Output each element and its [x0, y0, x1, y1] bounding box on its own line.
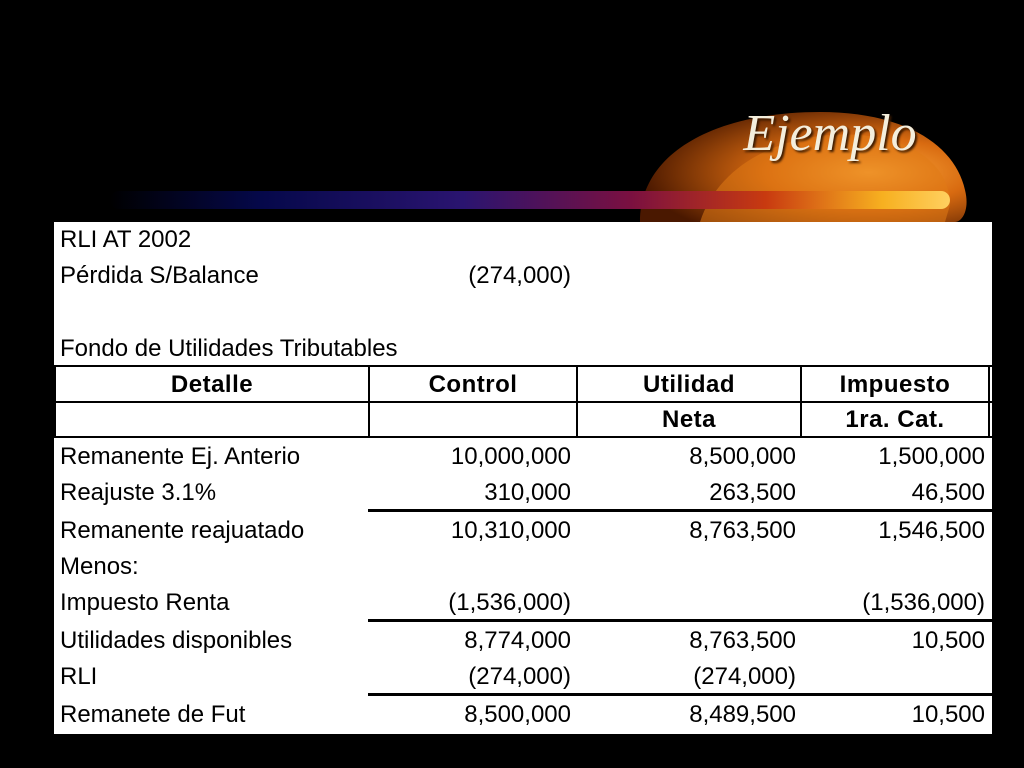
header-blank: [56, 402, 368, 438]
table-row: [54, 623, 992, 659]
header-primera-cat: 1ra. Cat.: [845, 406, 945, 433]
row-neta: (274,000): [693, 663, 796, 690]
header-control: Control: [428, 371, 518, 398]
row-label: Remanente Ej. Anterio: [60, 443, 301, 470]
row-impuesto: 46,500: [911, 479, 985, 506]
row-neta: 263,500: [709, 479, 796, 506]
table-row: [54, 697, 992, 733]
row-control: 8,500,000: [464, 701, 571, 728]
row-neta: [578, 585, 796, 621]
row-control: 8,774,000: [464, 627, 571, 654]
fund-title: Fondo de Utilidades Tributables: [60, 335, 398, 362]
row-label: Reajuste 3.1%: [60, 479, 217, 506]
table-row: [54, 659, 992, 695]
table-sheet: [54, 222, 992, 734]
table-row: [54, 513, 992, 549]
slide-title: Ejemplo: [743, 105, 917, 162]
row-impuesto: 10,500: [911, 627, 985, 654]
table-row: [54, 475, 992, 511]
row-impuesto: 1,546,500: [878, 517, 985, 544]
intro-line: [54, 222, 992, 258]
row-impuesto: [802, 659, 985, 695]
row-impuesto: 10,500: [911, 701, 985, 728]
subtotal-rule: [368, 509, 992, 512]
row-control: 10,000,000: [450, 443, 571, 470]
row-label: RLI: [60, 663, 98, 690]
row-control: 10,310,000: [450, 517, 571, 544]
row-neta: 8,763,500: [689, 627, 796, 654]
subtotal-rule: [368, 619, 992, 622]
intro-line: [54, 258, 992, 294]
header-row: [54, 367, 992, 403]
header-neta: Neta: [661, 406, 717, 433]
header-detalle: Detalle: [170, 371, 254, 398]
row-label: Menos:: [60, 553, 139, 580]
row-impuesto: (1,536,000): [862, 589, 985, 616]
loss-label: Pérdida S/Balance: [60, 262, 259, 289]
table-row: [54, 585, 992, 621]
header-blank: [370, 402, 576, 438]
loss-value: (274,000): [468, 262, 571, 289]
intro-line: [54, 331, 992, 367]
row-label: Remanente reajuatado: [60, 517, 305, 544]
row-control: (274,000): [468, 663, 571, 690]
row-control: 310,000: [484, 479, 571, 506]
row-neta: 8,489,500: [689, 701, 796, 728]
table-row: [54, 439, 992, 475]
intro-year: RLI AT 2002: [60, 226, 192, 253]
row-label: Utilidades disponibles: [60, 627, 293, 654]
row-label: Impuesto Renta: [60, 589, 230, 616]
header-impuesto: Impuesto: [839, 371, 951, 398]
row-control: (1,536,000): [448, 589, 571, 616]
subtotal-rule: [368, 693, 992, 696]
row-label: Remanete de Fut: [60, 701, 246, 728]
header-row: [54, 402, 992, 438]
header-utilidad: Utilidad: [643, 371, 735, 398]
table-row: [54, 549, 992, 585]
row-neta: 8,500,000: [689, 443, 796, 470]
row-neta: 8,763,500: [689, 517, 796, 544]
row-impuesto: 1,500,000: [878, 443, 985, 470]
